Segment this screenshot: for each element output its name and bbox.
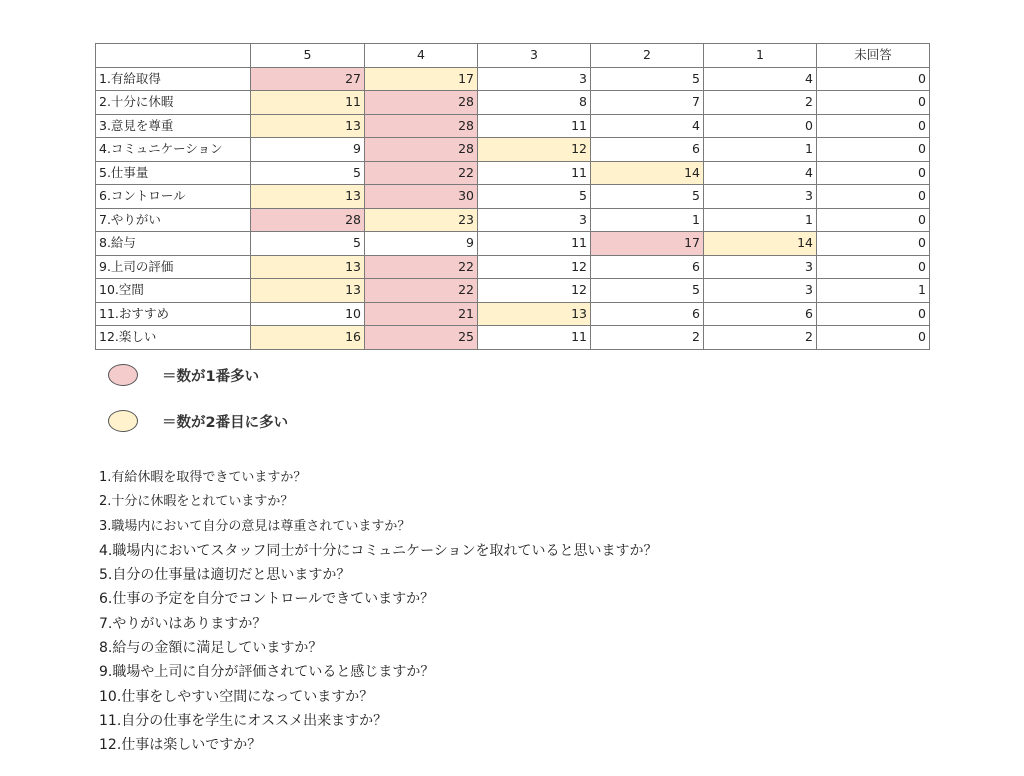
table-row — [96, 279, 930, 303]
row-label: 8.給与 — [96, 232, 251, 256]
table-cell: 3 — [704, 255, 817, 279]
legend-second-label: ＝数が2番目に多い — [162, 414, 289, 431]
table-cell: 0 — [817, 208, 930, 232]
question-item: 12.仕事は楽しいですか？ — [99, 737, 262, 754]
header-cell: 1 — [704, 44, 817, 68]
row-label: 3.意見を尊重 — [96, 114, 251, 138]
table-cell: 1 — [817, 279, 930, 303]
legend-first — [108, 361, 259, 389]
legend-circle-yellow — [108, 410, 138, 432]
table-cell: 3 — [704, 185, 817, 209]
table-cell: 17 — [365, 67, 478, 91]
table-row — [96, 326, 930, 350]
header-cell: 5 — [251, 44, 365, 68]
table-cell: 5 — [251, 232, 365, 256]
survey-results-table — [95, 43, 930, 350]
table-cell: 5 — [251, 161, 365, 185]
table-cell: 17 — [591, 232, 704, 256]
question-item: 8.給与の金額に満足していますか？ — [99, 640, 323, 657]
table-cell: 4 — [591, 114, 704, 138]
table-cell: 13 — [251, 114, 365, 138]
row-label: 10.空間 — [96, 279, 251, 303]
table-row — [96, 185, 930, 209]
question-item: 5.自分の仕事量は適切だと思いますか？ — [99, 567, 351, 584]
table-cell: 2 — [704, 91, 817, 115]
row-label: 6.コントロール — [96, 185, 251, 209]
table-cell: 13 — [251, 279, 365, 303]
table-cell: 4 — [704, 67, 817, 91]
legend-circle-pink — [108, 364, 138, 386]
table-cell: 5 — [591, 185, 704, 209]
table-cell: 0 — [817, 114, 930, 138]
table-cell: 1 — [704, 138, 817, 162]
table-cell: 6 — [591, 138, 704, 162]
table-cell: 11 — [478, 232, 591, 256]
question-item: 10.仕事をしやすい空間になっていますか？ — [99, 688, 374, 705]
table-cell: 0 — [817, 161, 930, 185]
header-cell: 4 — [365, 44, 478, 68]
table-cell: 13 — [251, 185, 365, 209]
table-cell: 5 — [478, 185, 591, 209]
table-cell: 22 — [365, 255, 478, 279]
table-row — [96, 91, 930, 115]
table-cell: 12 — [478, 138, 591, 162]
table-cell: 28 — [365, 138, 478, 162]
question-item: 7.やりがいはありますか？ — [99, 615, 267, 632]
row-label: 4.コミュニケーション — [96, 138, 251, 162]
table-cell: 11 — [251, 91, 365, 115]
table-row — [96, 114, 930, 138]
table-cell: 11 — [478, 161, 591, 185]
table-cell: 9 — [251, 138, 365, 162]
table-cell: 0 — [817, 302, 930, 326]
table-cell: 2 — [704, 326, 817, 350]
table-cell: 28 — [365, 91, 478, 115]
table-cell: 28 — [251, 208, 365, 232]
table-cell: 12 — [478, 255, 591, 279]
table-cell: 16 — [251, 326, 365, 350]
table-cell: 27 — [251, 67, 365, 91]
legend-first-label: ＝数が1番多い — [162, 368, 260, 385]
table-cell: 13 — [478, 302, 591, 326]
question-item: 11.自分の仕事を学生にオススメ出来ますか？ — [99, 712, 388, 729]
table-cell: 11 — [478, 114, 591, 138]
question-item: 4.職場内においてスタッフ同士が十分にコミュニケーションを取れていると思いますか？ — [99, 542, 658, 559]
table-cell: 22 — [365, 279, 478, 303]
table-cell: 0 — [817, 185, 930, 209]
table-row — [96, 302, 930, 326]
table-cell: 1 — [591, 208, 704, 232]
table-cell: 25 — [365, 326, 478, 350]
table-cell: 6 — [591, 302, 704, 326]
header-corner — [96, 44, 251, 68]
table-cell: 0 — [817, 255, 930, 279]
table-cell: 0 — [817, 232, 930, 256]
header-cell: 2 — [591, 44, 704, 68]
table-cell: 3 — [478, 208, 591, 232]
table-cell: 2 — [591, 326, 704, 350]
question-item: 1.有給休暇を取得できていますか？ — [99, 470, 307, 485]
table-cell: 28 — [365, 114, 478, 138]
table-cell: 10 — [251, 302, 365, 326]
table-cell: 13 — [251, 255, 365, 279]
row-label: 9.上司の評価 — [96, 255, 251, 279]
table-cell: 21 — [365, 302, 478, 326]
table-cell: 23 — [365, 208, 478, 232]
table-row — [96, 67, 930, 91]
row-label: 12.楽しい — [96, 326, 251, 350]
table-cell: 3 — [478, 67, 591, 91]
header-cell: 3 — [478, 44, 591, 68]
row-label: 11.おすすめ — [96, 302, 251, 326]
row-label: 7.やりがい — [96, 208, 251, 232]
question-list — [99, 466, 658, 758]
table-cell: 7 — [591, 91, 704, 115]
question-item: 3.職場内において自分の意見は尊重されていますか？ — [99, 518, 411, 534]
table-cell: 0 — [817, 91, 930, 115]
table-row — [96, 255, 930, 279]
table-cell: 4 — [704, 161, 817, 185]
row-label: 1.有給取得 — [96, 67, 251, 91]
table-cell: 11 — [478, 326, 591, 350]
table-cell: 14 — [704, 232, 817, 256]
table-row — [96, 138, 930, 162]
table-cell: 0 — [704, 114, 817, 138]
table-cell: 0 — [817, 326, 930, 350]
header-cell-unanswered: 未回答 — [817, 44, 930, 68]
question-item: 9.職場や上司に自分が評価されていると感じますか？ — [99, 664, 435, 681]
table-row — [96, 232, 930, 256]
table-header-row — [96, 44, 930, 68]
table-cell: 14 — [591, 161, 704, 185]
table-body — [96, 67, 930, 349]
table-cell: 5 — [591, 279, 704, 303]
table-cell: 12 — [478, 279, 591, 303]
question-item: 6.仕事の予定を自分でコントロールできていますか？ — [99, 591, 435, 608]
table-row — [96, 208, 930, 232]
table-cell: 8 — [478, 91, 591, 115]
table-cell: 30 — [365, 185, 478, 209]
table-cell: 3 — [704, 279, 817, 303]
table-cell: 6 — [591, 255, 704, 279]
row-label: 5.仕事量 — [96, 161, 251, 185]
table-cell: 22 — [365, 161, 478, 185]
table-cell: 6 — [704, 302, 817, 326]
table-cell: 1 — [704, 208, 817, 232]
legend-second — [108, 407, 288, 435]
question-item: 2.十分に休暇をとれていますか？ — [99, 494, 294, 510]
table-cell: 9 — [365, 232, 478, 256]
row-label: 2.十分に休暇 — [96, 91, 251, 115]
table-cell: 0 — [817, 67, 930, 91]
table-row — [96, 161, 930, 185]
table-cell: 5 — [591, 67, 704, 91]
table-cell: 0 — [817, 138, 930, 162]
